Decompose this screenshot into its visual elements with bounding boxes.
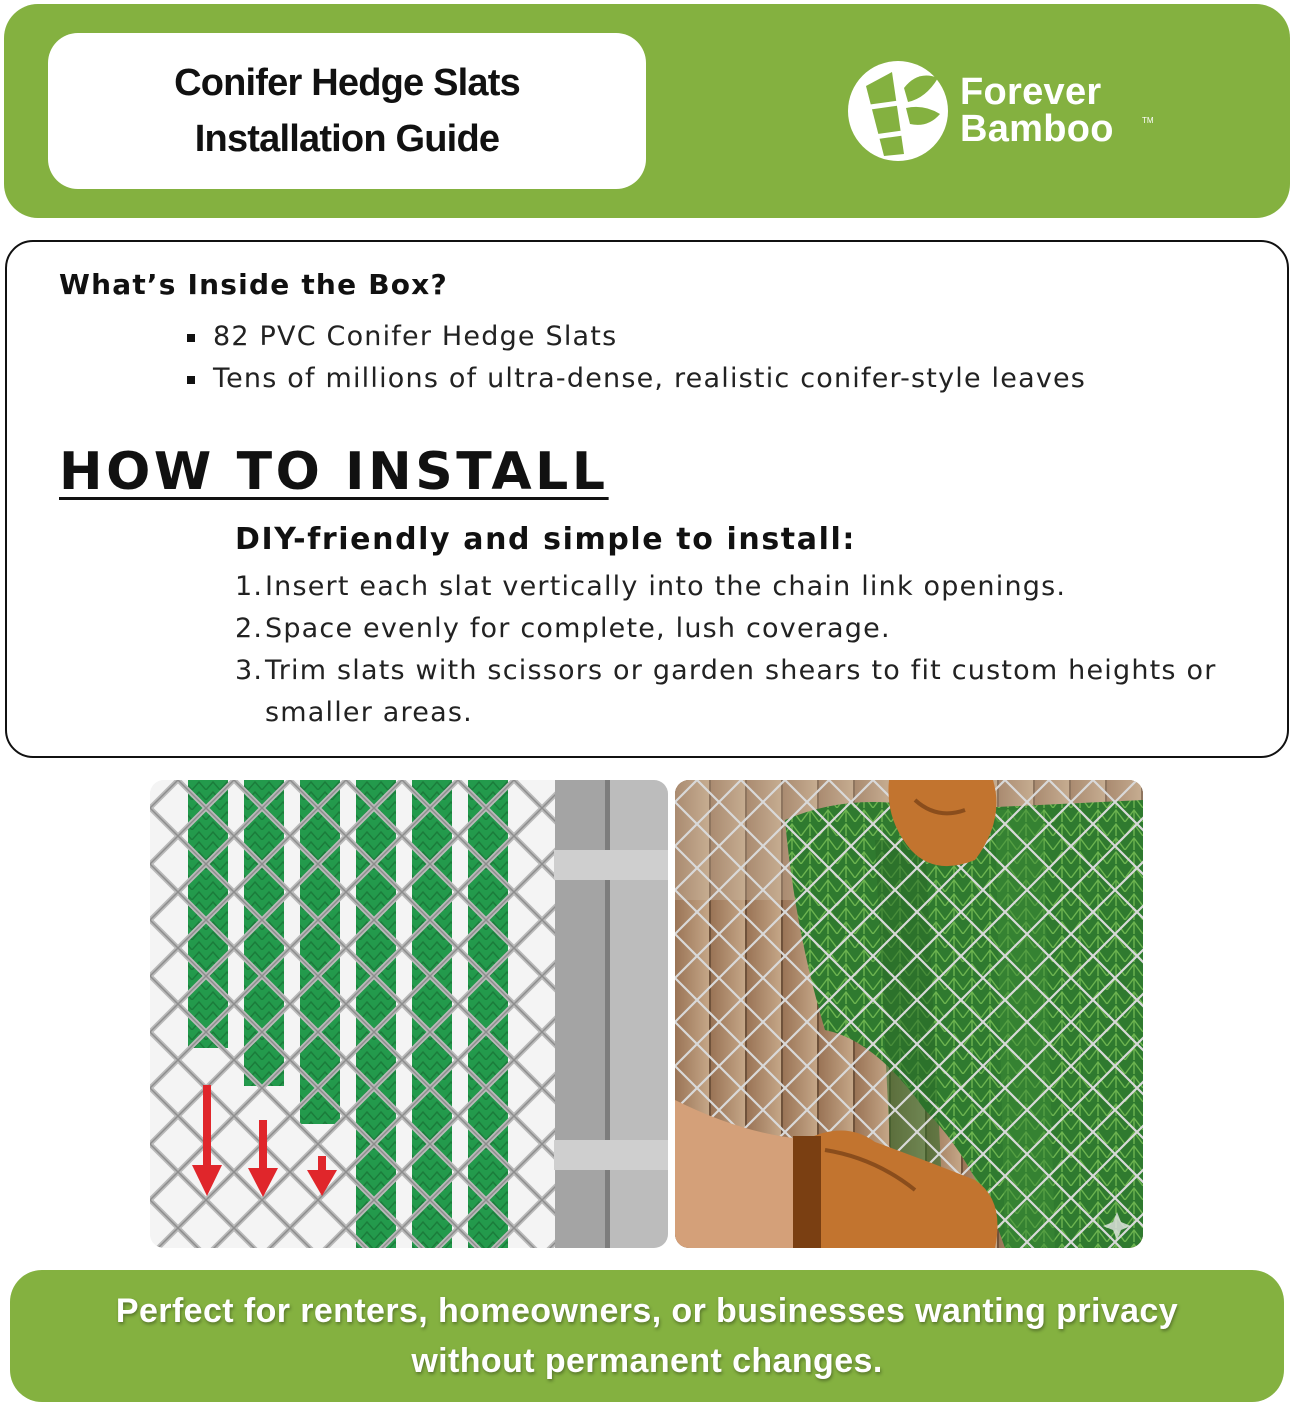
step-item [235, 608, 1265, 650]
list-item-text: Tens of millions of ultra-dense, realistic conifer-style leaves [213, 363, 1087, 394]
installation-diagram [150, 780, 668, 1248]
installation-photo [675, 780, 1143, 1248]
header-banner [4, 4, 1290, 218]
step-number: 1. [235, 571, 264, 602]
list-item-text: 82 PVC Conifer Hedge Slats [213, 321, 618, 352]
gloved-hands-photo [675, 780, 1143, 1248]
step-text: Trim slats with scissors or garden shears to fit custom heights or smaller areas. [265, 655, 1217, 728]
footer-text-line-1: Perfect for renters, homeowners, or businesses wanting privacy [115, 1292, 1179, 1330]
list-item [187, 316, 1086, 358]
install-subheading: DIY-friendly and simple to install: [235, 522, 856, 557]
footer-text-line-2: without permanent changes. [411, 1342, 883, 1380]
how-to-install-heading: HOW TO INSTALL [59, 442, 609, 502]
box-contents-list [187, 316, 1086, 400]
step-item [235, 650, 1265, 734]
install-steps-list [235, 566, 1265, 734]
brand-name [960, 71, 1114, 150]
bullet-icon [187, 334, 195, 342]
page-title-line-1: Conifer Hedge Slats [174, 62, 520, 104]
step-number: 3. [235, 655, 264, 686]
title-box [48, 33, 646, 189]
box-contents-heading: What’s Inside the Box? [59, 268, 448, 301]
bamboo-logo-icon [846, 58, 950, 164]
instructions-panel [5, 240, 1289, 758]
step-text: Insert each slat vertically into the chain link openings. [265, 571, 1067, 602]
step-number: 2. [235, 613, 264, 644]
trademark-mark: TM [1142, 116, 1154, 125]
bullet-icon [187, 376, 195, 384]
brand-name-line-2: Bamboo [960, 108, 1114, 150]
footer-banner [10, 1270, 1284, 1402]
step-item [235, 566, 1265, 608]
step-text: Space evenly for complete, lush coverage. [265, 613, 891, 644]
brand-name-line-1: Forever [960, 71, 1102, 113]
fence-post [554, 780, 668, 1248]
page-title-line-2: Installation Guide [194, 118, 500, 160]
list-item [187, 358, 1086, 400]
brand-logo [846, 58, 1186, 168]
chain-link-diagram [150, 780, 668, 1248]
